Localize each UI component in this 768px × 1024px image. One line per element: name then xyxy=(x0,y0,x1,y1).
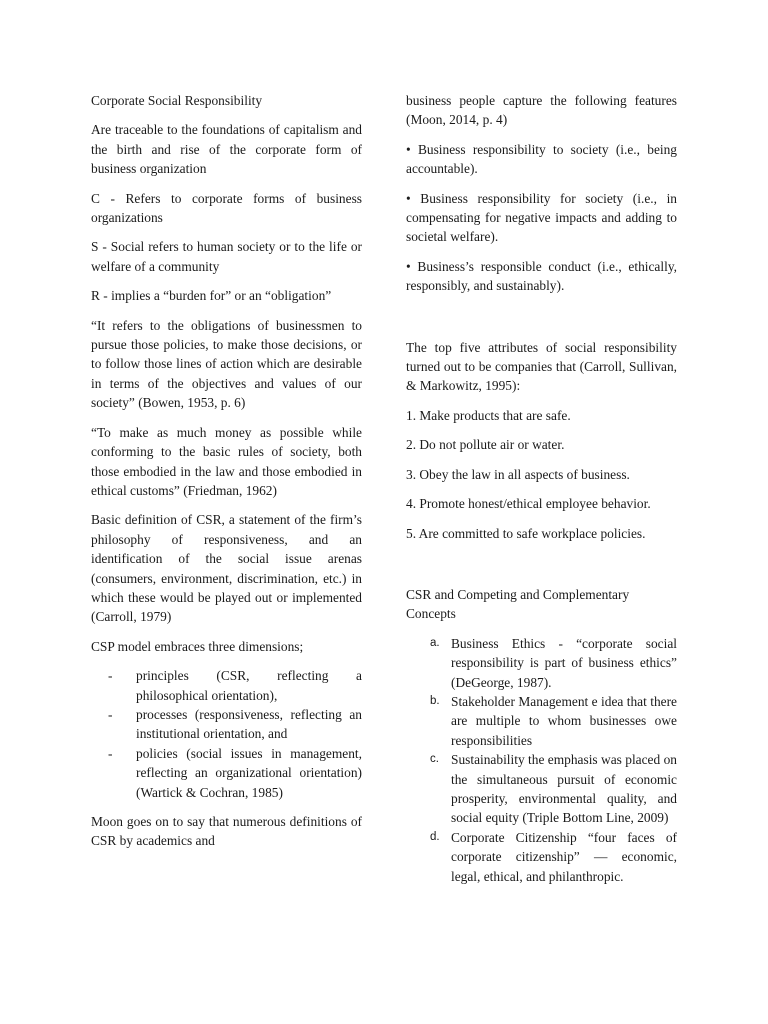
list-item: - policies (social issues in management, reflecting an organizational orientation) (Wartick & Cochran, 1985) xyxy=(136,744,362,802)
bullet-conduct: • Business’s responsible conduct (i.e., ethically, responsibly, and sustainably). xyxy=(406,258,677,294)
right-column xyxy=(406,91,677,886)
list-item: 3. Obey the law in all aspects of business. xyxy=(406,466,630,482)
bullet-accountable: • Business responsibility to society (i.e., being accountable). xyxy=(406,141,677,177)
quote-bowen: “It refers to the obligations of businessmen to pursue those policies, to make those decisions, or to follow those lines of action which are desirable in terms of the objectives and values of our society” (Bowen, 1953, p. 6) xyxy=(91,317,362,411)
spacer xyxy=(406,553,677,585)
list-item xyxy=(430,692,677,750)
quote-friedman: “To make as much money as possible while conforming to the basic rules of society, both those embodied in the law and those embodied in ethical customs” (Friedman, 1962) xyxy=(91,424,362,498)
list-item-text: Sustainability the emphasis was placed on the simultaneous pursuit of economic prosperity, environmental quality, and social equity (Triple Bottom Line, 2009) xyxy=(451,752,677,826)
section-title: Corporate Social Responsibility xyxy=(91,93,263,108)
list-item: 2. Do not pollute air or water. xyxy=(406,437,565,453)
list-item-text: Business Ethics - “corporate social responsibility is part of business ethics” (DeGeorge, 1987). xyxy=(451,635,677,690)
paragraph-csp-model: CSP model embraces three dimensions; xyxy=(91,638,304,654)
list-item xyxy=(430,634,677,692)
paragraph-capitalism: Are traceable to the foundations of capitalism and the birth and rise of the corporate form of business organization xyxy=(91,122,362,177)
list-marker: c. xyxy=(430,753,439,766)
list-item: 4. Promote honest/ethical employee behavior. xyxy=(406,496,651,512)
list-item-text: Corporate Citizenship “four faces of corporate citizenship” — economic, legal, ethical, and philanthropic. xyxy=(451,829,677,884)
csp-dimensions-list xyxy=(91,666,362,802)
paragraph-carroll-definition: Basic definition of CSR, a statement of the firm’s philosophy of responsiveness, and an identification of the social issue arenas (consumers, environment, discrimination, etc.) in which these would be played out or implemented (Carroll, 1979) xyxy=(91,512,362,625)
paragraph-c-definition: C - Refers to corporate forms of business organizations xyxy=(91,190,362,226)
list-item: 5. Are committed to safe workplace policies. xyxy=(406,525,646,541)
left-column xyxy=(91,91,362,861)
list-item xyxy=(430,750,677,828)
list-item: - processes (responsiveness, reflecting an institutional orientation, and xyxy=(136,705,362,744)
list-item: - principles (CSR, reflecting a philosophical orientation), xyxy=(136,666,362,705)
spacer xyxy=(406,306,677,338)
list-item-text: Stakeholder Management e idea that there are multiple to whom businesses owe responsibilities xyxy=(451,693,677,748)
paragraph-s-definition: S - Social refers to human society or to the life or welfare of a community xyxy=(91,239,362,274)
paragraph-r-definition: R - implies a “burden for” or an “obligation” xyxy=(91,288,332,304)
paragraph-moon-continued: business people capture the following features (Moon, 2014, p. 4) xyxy=(406,93,677,128)
list-marker: a. xyxy=(430,636,440,649)
list-item xyxy=(430,828,677,886)
paragraph-moon: Moon goes on to say that numerous definitions of CSR by academics and xyxy=(91,814,362,849)
bullet-compensating: • Business responsibility for society (i.e., in compensating for negative impacts and adding to societal welfare). xyxy=(406,190,677,245)
list-marker: b. xyxy=(430,694,440,707)
list-item: 1. Make products that are safe. xyxy=(406,407,571,423)
section-heading-concepts: CSR and Competing and Complementary Concepts xyxy=(406,586,630,622)
concepts-list xyxy=(406,634,677,886)
list-marker: d. xyxy=(430,830,440,843)
paragraph-top-five: The top five attributes of social responsibility turned out to be companies that (Carroll, Sullivan, & Markowitz, 1995): xyxy=(406,339,677,394)
